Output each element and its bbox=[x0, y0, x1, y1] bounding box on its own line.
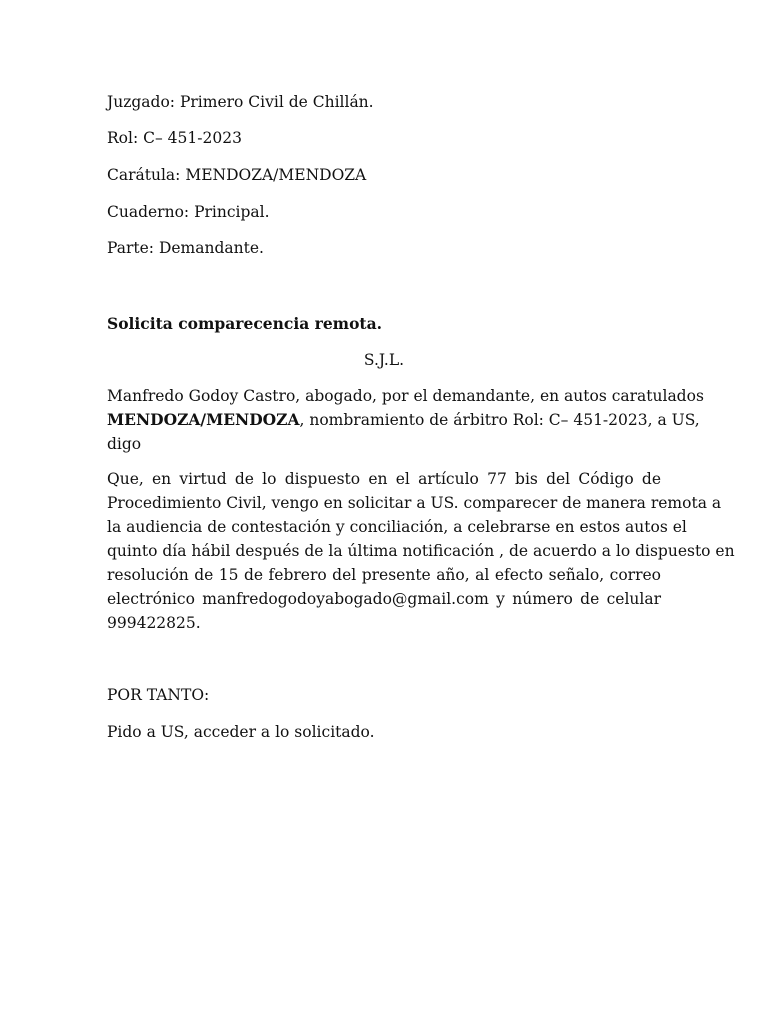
cuaderno-value: Principal. bbox=[194, 203, 270, 221]
rol-line bbox=[107, 126, 242, 150]
juzgado-label: Juzgado: bbox=[107, 93, 176, 111]
caratula-value: MENDOZA/MENDOZA bbox=[185, 166, 367, 184]
por-tanto-heading: POR TANTO: bbox=[107, 686, 210, 704]
caratula-line bbox=[107, 163, 366, 187]
body-line-4: quinto día hábil después de la última notificación , de acuerdo a lo dispuesto en bbox=[107, 542, 735, 560]
intro-caratula-bold: MENDOZA/MENDOZA bbox=[107, 410, 300, 429]
body-line-1: Que, en virtud de lo dispuesto en el artículo 77 bis del Código de bbox=[107, 470, 661, 488]
document-title: Solicita comparecencia remota. bbox=[107, 314, 383, 333]
parte-value: Demandante. bbox=[158, 239, 264, 257]
intro-line-3: digo bbox=[107, 435, 142, 453]
cuaderno-line bbox=[107, 200, 270, 224]
body-line-7: 999422825. bbox=[107, 614, 201, 632]
rol-label: Rol: bbox=[107, 129, 139, 147]
intro-line-2-rest: , nombramiento de árbitro Rol: C– 451-2023, a US, bbox=[299, 411, 700, 429]
body-line-3: la audiencia de contestación y conciliación, a celebrarse en estos autos el bbox=[107, 518, 687, 536]
parte-label: Parte: bbox=[107, 239, 155, 257]
intro-line-2 bbox=[107, 408, 700, 432]
cuaderno-label: Cuaderno: bbox=[107, 203, 190, 221]
closing-request: Pido a US, acceder a lo solicitado. bbox=[107, 723, 375, 741]
parte-line bbox=[107, 236, 264, 260]
juzgado-value: Primero Civil de Chillán. bbox=[179, 93, 374, 111]
body-line-2: Procedimiento Civil, vengo en solicitar a US. comparecer de manera remota a bbox=[107, 494, 722, 512]
intro-line-1: Manfredo Godoy Castro, abogado, por el demandante, en autos caratulados bbox=[107, 387, 704, 405]
rol-value: C– 451-2023 bbox=[143, 129, 242, 147]
juzgado-line bbox=[107, 90, 374, 114]
body-paragraph bbox=[107, 467, 735, 635]
intro-paragraph bbox=[107, 384, 704, 456]
addressee: S.J.L. bbox=[363, 351, 405, 369]
caratula-label: Carátula: bbox=[107, 166, 181, 184]
body-line-5: resolución de 15 de febrero del presente año, al efecto señalo, correo bbox=[107, 566, 661, 584]
body-line-6: electrónico manfredogodoyabogado@gmail.com y número de celular bbox=[107, 590, 661, 608]
